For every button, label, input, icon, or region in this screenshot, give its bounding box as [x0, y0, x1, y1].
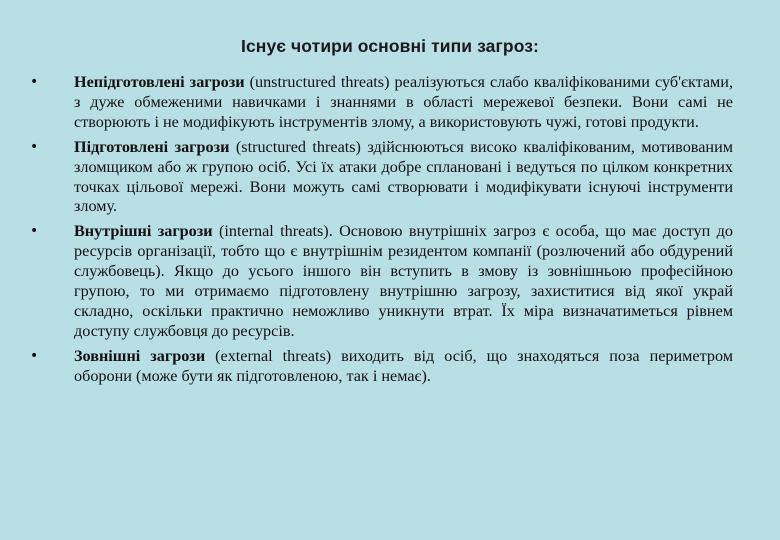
list-item-internal-threats [30, 222, 733, 341]
list-item-structured-threats [30, 138, 733, 218]
item-text: (structured threats) здійснюються високо кваліфікованим, мотивованим зломщиком або ж групою осіб. Усі їх атаки добре сплановані і ведуться по цілком конкретних точках цільової мережі. Вони можуть самі створювати і модифікувати існуючі інструменти злому. [74, 137, 733, 216]
item-term: Непідготовлені загрози [74, 73, 245, 91]
bullet-icon: • [30, 138, 39, 155]
list-item-unstructured-threats [30, 73, 733, 133]
slide-title: Існує чотири основні типи загроз: [241, 36, 539, 56]
bullet-icon: • [30, 74, 39, 90]
item-text: (internal threats). Основою внутрішніх загроз є особа, що має доступ до ресурсів організації, тобто що є внутрішнім резидентом компанії (розлючений або обдурений службовець). Якщо до усього іншого він вступить в змову із зовнішньою професійною групою, то ми отримаємо підготовлену внутрішню загрозу, захиститися від якої украй складно, оскільки практично неможливо уникнути втрат. Їх міра визначатиметься рівнем доступу службовця до ресурсів. [74, 222, 733, 340]
list-item-external-threats [30, 347, 733, 387]
item-text: (unstructured threats) реалізуються слабо кваліфікованими суб'єктами, з дуже обмеженими навичками і знаннями в області мережевої безпеки. Вони самі не створюють і не модифікують інструментів злому, а використовують чужі, готові продукти. [74, 73, 734, 131]
item-text: (external threats) виходить від осіб, що знаходяться поза периметром оборони (може бути як підготовленою, так і немає). [74, 346, 733, 385]
threat-types-list [30, 73, 733, 392]
bullet-icon: • [30, 223, 39, 240]
item-term: Внутрішні загрози [74, 222, 213, 241]
bullet-icon: • [30, 347, 39, 364]
item-term: Підготовлені загрози [74, 137, 230, 156]
item-term: Зовнішні загрози [74, 346, 206, 365]
